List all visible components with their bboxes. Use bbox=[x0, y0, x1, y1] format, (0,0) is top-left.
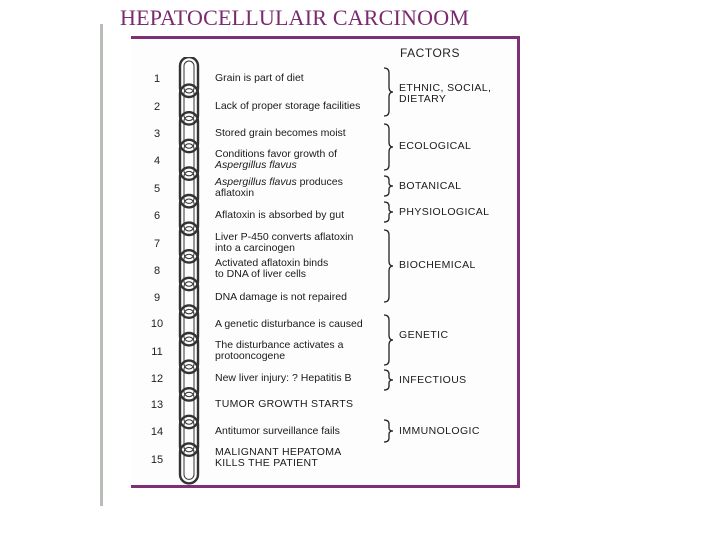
factor-label: ECOLOGICAL bbox=[399, 140, 472, 152]
step-number: 9 bbox=[153, 292, 161, 304]
step-text: Grain is part of diet bbox=[215, 72, 304, 84]
brace-icon bbox=[381, 67, 395, 117]
step-number: 14 bbox=[150, 426, 164, 438]
chain-link bbox=[180, 305, 198, 345]
chain-link bbox=[180, 85, 198, 125]
step-number: 4 bbox=[153, 155, 161, 167]
step-number: 7 bbox=[153, 238, 161, 250]
brace-icon bbox=[381, 229, 395, 303]
step-text: Stored grain becomes moist bbox=[215, 127, 346, 139]
factor-label: INFECTIOUS bbox=[399, 374, 467, 386]
step-text: Activated aflatoxin binds to DNA of liver cells bbox=[215, 257, 329, 280]
step-number: 1 bbox=[153, 73, 161, 85]
step-text: TUMOR GROWTH STARTS bbox=[215, 398, 354, 410]
factor-label: ETHNIC, SOCIAL, DIETARY bbox=[399, 82, 492, 105]
step-number: 11 bbox=[151, 346, 163, 358]
brace-icon bbox=[381, 369, 395, 391]
factor-label: PHYSIOLOGICAL bbox=[399, 206, 490, 218]
chain-links-icon bbox=[171, 57, 207, 489]
chain-link bbox=[180, 361, 198, 401]
factor-label: BOTANICAL bbox=[399, 180, 462, 192]
step-text: DNA damage is not repaired bbox=[215, 291, 347, 303]
brace-icon bbox=[381, 314, 395, 366]
step-text: Aspergillus flavus produces aflatoxin bbox=[215, 176, 343, 199]
chain-link bbox=[180, 112, 198, 152]
step-number: 8 bbox=[153, 265, 161, 277]
chain-link bbox=[180, 388, 198, 428]
step-number: 2 bbox=[153, 101, 161, 113]
chain-link bbox=[180, 140, 198, 180]
step-text: MALIGNANT HEPATOMA KILLS THE PATIENT bbox=[215, 446, 342, 469]
step-number: 3 bbox=[153, 128, 161, 140]
page-title: HEPATOCELLULAIR CARCINOOM bbox=[120, 5, 470, 30]
step-number: 13 bbox=[150, 399, 164, 411]
chain-link bbox=[180, 443, 198, 483]
brace-icon bbox=[381, 201, 395, 223]
factors-header: FACTORS bbox=[400, 46, 460, 60]
step-text: Antitumor surveillance fails bbox=[215, 425, 340, 437]
chain-link bbox=[180, 223, 198, 263]
chain-link bbox=[180, 57, 198, 97]
step-text: The disturbance activates a protooncogene bbox=[215, 339, 344, 362]
brace-icon bbox=[381, 419, 395, 443]
step-text: Conditions favor growth of Aspergillus flavus bbox=[215, 148, 337, 171]
chain-link bbox=[180, 250, 198, 290]
chain-link bbox=[180, 278, 198, 318]
chain-link bbox=[180, 416, 198, 456]
brace-icon bbox=[381, 175, 395, 197]
chain-link bbox=[180, 167, 198, 207]
step-number: 5 bbox=[153, 183, 161, 195]
step-text: New liver injury: ? Hepatitis B bbox=[215, 372, 352, 384]
brace-icon bbox=[381, 123, 395, 171]
step-number: 15 bbox=[150, 454, 164, 466]
factor-label: GENETIC bbox=[399, 329, 449, 341]
factor-label: BIOCHEMICAL bbox=[399, 259, 476, 271]
step-text: Lack of proper storage facilities bbox=[215, 100, 361, 112]
left-divider bbox=[100, 24, 103, 506]
step-text: Liver P-450 converts aflatoxin into a carcinogen bbox=[215, 231, 354, 254]
step-text: A genetic disturbance is caused bbox=[215, 318, 363, 330]
step-number: 6 bbox=[153, 210, 161, 222]
chain-link bbox=[180, 195, 198, 235]
causal-chain-panel bbox=[131, 36, 520, 488]
step-text: Aflatoxin is absorbed by gut bbox=[215, 209, 344, 221]
chain-link bbox=[180, 333, 198, 373]
step-number: 10 bbox=[150, 318, 164, 330]
factor-label: IMMUNOLOGIC bbox=[399, 425, 480, 437]
step-number: 12 bbox=[150, 373, 164, 385]
